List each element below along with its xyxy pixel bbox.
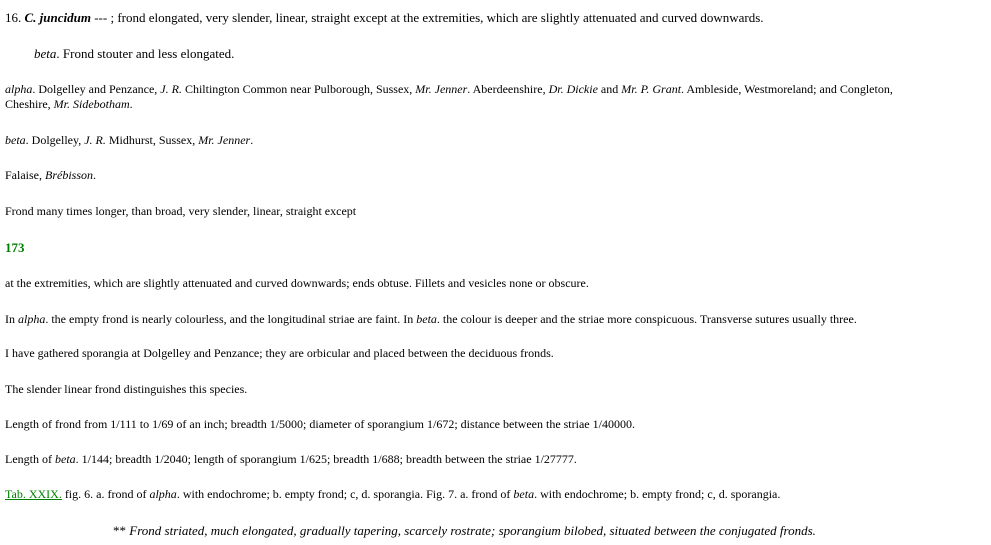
- frond-description-start: Frond many times longer, than broad, very slender, linear, straight except: [5, 204, 357, 218]
- paragraph-text: . 1/144; breadth 1/2040; length of sporangium 1/625; breadth 1/688; breadth between the striae 1/27777.: [75, 452, 577, 466]
- frond-description-continued: at the extremities, which are slightly attenuated and curved downwards; ends obtuse. Fillets and vesicles none or obscure.: [5, 276, 589, 290]
- paragraph-text: . the colour is deeper and the striae more conspicuous. Transverse sutures usually three.: [436, 312, 857, 326]
- locality-text: Chiltington Common near Pulborough, Sussex,: [181, 82, 416, 96]
- species-heading: [5, 10, 985, 25]
- length-paragraph: Length of frond from 1/111 to 1/69 of an inch; breadth 1/5000; diameter of sporangium 1/672; distance between the striae 1/40000.: [5, 417, 635, 431]
- distinguish-paragraph: The slender linear frond distinguishes this species.: [5, 382, 248, 396]
- paragraph-text: . with endochrome; b. empty frond; c, d. sporangia. Fig. 7. a. frond of: [176, 487, 514, 501]
- collector-name: J. R.: [84, 133, 106, 147]
- key-text: Frond striated, much elongated, gradually tapering, scarcely rostrate; sporangium bilobed, situated between the conjugated fronds.: [129, 523, 816, 538]
- variety-beta-label: beta: [34, 46, 57, 61]
- sporangia-paragraph: I have gathered sporangia at Dolgelley and Penzance; they are orbicular and placed between the deciduous fronds.: [5, 346, 554, 360]
- page-number: 173: [5, 240, 25, 255]
- length-beta-paragraph: [5, 452, 985, 467]
- locality-text: .: [250, 133, 254, 147]
- paragraph-text: In: [5, 312, 18, 326]
- locality-text: .: [129, 97, 133, 111]
- colour-paragraph: [5, 312, 985, 327]
- locality-alpha: [5, 82, 985, 112]
- beta-label: beta: [5, 133, 26, 147]
- collector-name: Brébisson: [45, 168, 93, 182]
- locality-text: . Dolgelley,: [25, 133, 85, 147]
- key-stars: **: [113, 523, 130, 538]
- plate-link[interactable]: Tab. XXIX.: [5, 487, 62, 501]
- locality-text: .: [93, 168, 96, 182]
- collector-name: Mr. Jenner: [198, 133, 251, 147]
- species-name: C. juncidum: [24, 10, 91, 25]
- key-line: [113, 523, 985, 538]
- variety-beta-text: . Frond stouter and less elongated.: [56, 46, 235, 61]
- paragraph-text: fig. 6. a. frond of: [61, 487, 150, 501]
- locality-falaise: [5, 168, 985, 183]
- locality-text: and: [597, 82, 622, 96]
- locality-text: Falaise,: [5, 168, 45, 182]
- collector-name: Dr. Dickie: [548, 82, 598, 96]
- alpha-label: alpha: [5, 82, 33, 96]
- locality-beta: [5, 133, 985, 148]
- paragraph-text: . with endochrome; b. empty frond; c, d. sporangia.: [534, 487, 781, 501]
- alpha-label: alpha: [18, 312, 46, 326]
- locality-text: . Aberdeenshire,: [467, 82, 549, 96]
- plate-paragraph: [5, 487, 985, 502]
- beta-label: beta: [416, 312, 437, 326]
- locality-text: . Dolgelley and Penzance,: [32, 82, 161, 96]
- locality-text: . Ambleside, Westmoreland; and Congleton,: [681, 82, 893, 96]
- paragraph-text: Length of: [5, 452, 55, 466]
- species-number: 16.: [5, 10, 22, 25]
- locality-text: Cheshire,: [5, 97, 54, 111]
- collector-name: J. R.: [160, 82, 182, 96]
- paragraph-text: . the empty frond is nearly colourless, and the longitudinal striae are faint. In: [45, 312, 417, 326]
- collector-name: Mr. Sidebotham: [53, 97, 130, 111]
- collector-name: Mr. P. Grant: [621, 82, 682, 96]
- beta-label: beta: [513, 487, 535, 501]
- locality-text: Midhurst, Sussex,: [105, 133, 199, 147]
- variety-beta-description: [34, 46, 985, 61]
- species-description: --- ; frond elongated, very slender, linear, straight except at the extremities, which are slightly attenuated and curved downwards.: [90, 10, 764, 25]
- collector-name: Mr. Jenner: [415, 82, 468, 96]
- alpha-label: alpha: [149, 487, 177, 501]
- beta-label: beta: [55, 452, 76, 466]
